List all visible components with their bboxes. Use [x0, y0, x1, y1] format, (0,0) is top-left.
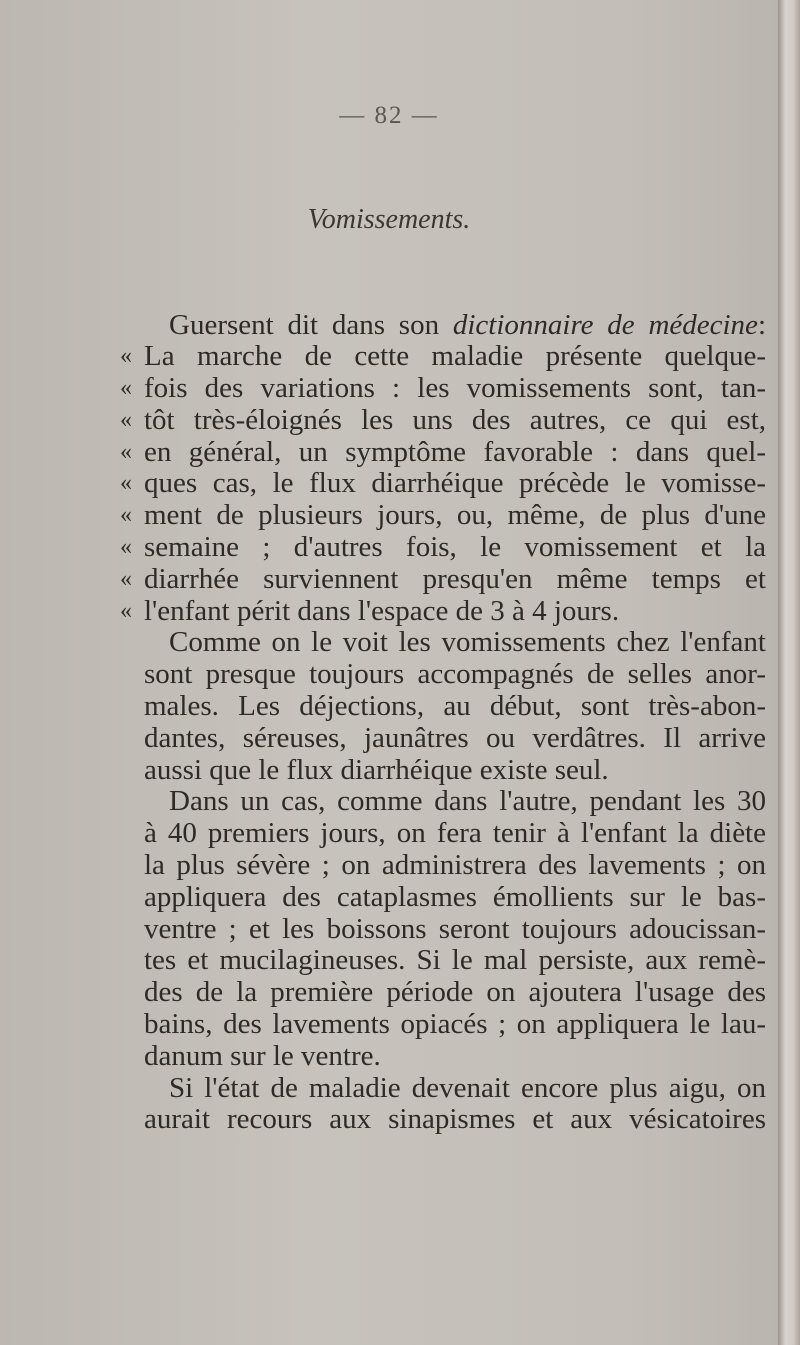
quote-mark: « [120, 407, 132, 433]
text-line: bains, des lavements opiacés ; on appliquera le lau- [144, 1008, 766, 1040]
text-line: « semaine ; d'autres fois, le vomissement et la [144, 527, 766, 567]
text-line: aussi que le flux diarrhéique existe seul. [144, 754, 609, 786]
text-line: « tôt très-éloignés les uns des autres, ce qui est, [144, 400, 766, 440]
text-line: Guersent dit dans son dictionnaire de médecine: [169, 309, 766, 341]
quote-mark: « [120, 598, 132, 624]
text-line: « ment de plusieurs jours, ou, même, de plus d'une [144, 495, 766, 535]
page-number: — 82 — [339, 102, 439, 129]
text-line: dantes, séreuses, jaunâtres ou verdâtres. Il arrive [144, 722, 766, 754]
text-line: « l'enfant périt dans l'espace de 3 à 4 jours. [144, 591, 766, 631]
text-line: ventre ; et les boissons seront toujours adoucissan- [144, 913, 766, 945]
text-line: à 40 premiers jours, on fera tenir à l'enfant la diète [144, 817, 766, 849]
text-line: Si l'état de maladie devenait encore plus aigu, on [169, 1072, 766, 1104]
page-edge [778, 0, 800, 1345]
quote-mark: « [120, 439, 132, 465]
text-line: Dans un cas, comme dans l'autre, pendant les 30 [169, 785, 766, 817]
text-line: aurait recours aux sinapismes et aux vésicatoires [144, 1103, 766, 1135]
text-line: danum sur le ventre. [144, 1040, 381, 1072]
text-line: Comme on le voit les vomissements chez l'enfant [169, 626, 766, 658]
cited-work-title: dictionnaire de médecine [452, 309, 758, 341]
text-line: « ques cas, le flux diarrhéique précède le vomisse- [144, 463, 766, 503]
text-line: la plus sévère ; on administrera des lavements ; on [144, 849, 766, 881]
section-title: Vomissements. [307, 204, 471, 235]
text-line: « La marche de cette maladie présente quelque- [144, 336, 766, 376]
quote-mark: « [120, 534, 132, 560]
quote-mark: « [120, 375, 132, 401]
text-line: appliquera des cataplasmes émollients sur le bas- [144, 881, 766, 913]
text-line: des de la première période on ajoutera l'usage des [144, 976, 766, 1008]
text-line: « en général, un symptôme favorable : dans quel- [144, 432, 766, 472]
text-line: sont presque toujours accompagnés de selles anor- [144, 658, 766, 690]
text-line: tes et mucilagineuses. Si le mal persiste, aux remè- [144, 944, 766, 976]
quote-mark: « [120, 502, 132, 528]
quote-mark: « [120, 470, 132, 496]
text-line: « fois des variations : les vomissements sont, tan- [144, 368, 766, 408]
text-line: males. Les déjections, au début, sont très-abon- [144, 690, 766, 722]
quote-mark: « [120, 343, 132, 369]
text-line: « diarrhée surviennent presqu'en même temps et [144, 559, 766, 599]
quote-mark: « [120, 566, 132, 592]
